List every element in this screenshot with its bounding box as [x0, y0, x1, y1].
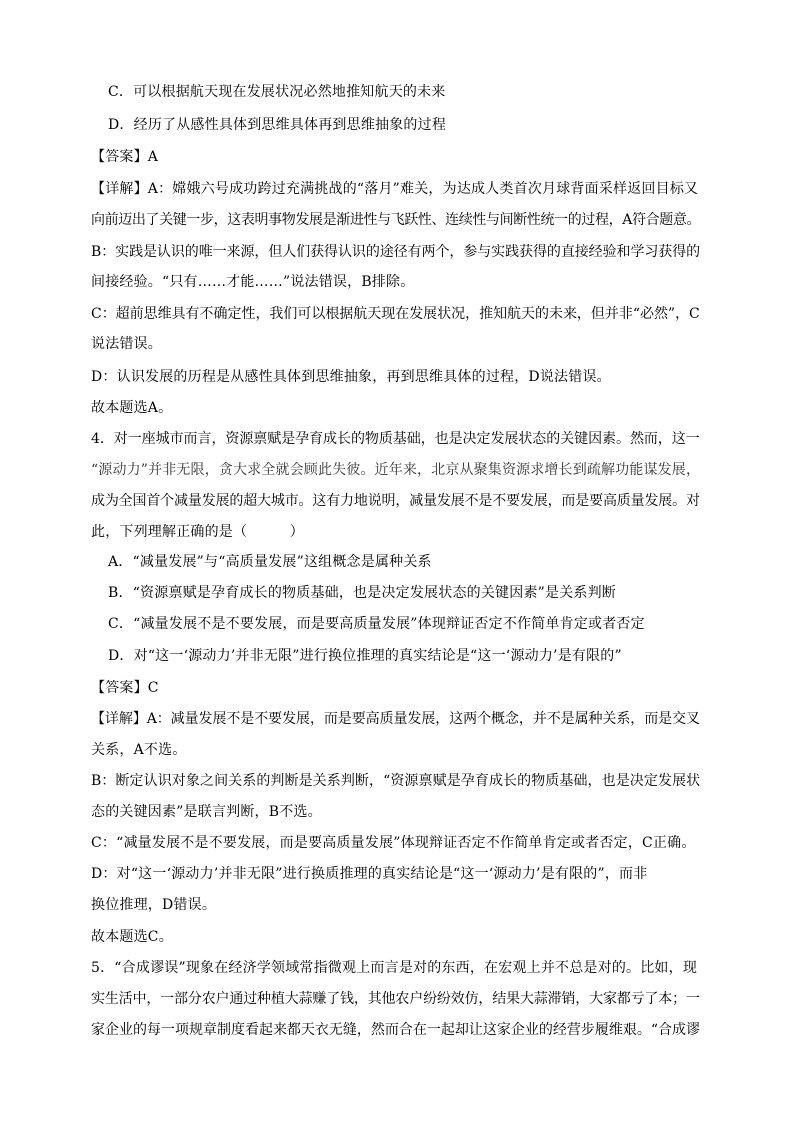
q4-explain-line: 关系，A不选。 [91, 742, 187, 758]
q4-stem-line: 成为全国首个减量发展的超大城市。这有力地说明，减量发展不是不要发展，而是要高质量发展。对 [91, 493, 700, 509]
q3-explain-line: C：超前思维具有不确定性，我们可以根据航天现在发展状况，推知航天的未来，但并非“必然”，C [91, 306, 700, 322]
q4-option-a: A．“减量发展”与“高质量发展”这组概念是属种关系 [108, 554, 432, 570]
q4-option-d: D．对“这一‘源动力’并非无限”进行换位推理的真实结论是“这一‘源动力’是有限的” [108, 648, 622, 664]
q4-explain-line: B：断定认识对象之间关系的判断是关系判断，“资源禀赋是孕育成长的物质基础，也是决定发展状 [91, 773, 701, 789]
q4-answer: 【答案】C [91, 680, 159, 696]
q3-explain-line: 向前迈出了关键一步，这表明事物发展是渐进性与飞跃性、连续性与间断性统一的过程，A符合题意。 [91, 212, 701, 228]
q3-explain-line: D：认识发展的历程是从感性具体到思维抽象，再到思维具体的过程，D说法错误。 [91, 369, 611, 385]
q3-option-c: C．可以根据航天现在发展状况必然地推知航天的未来 [108, 84, 446, 100]
q5-stem-line: 实生活中，一部分农户通过种植大蒜赚了钱，其他农户纷纷效仿，结果大蒜滞销，大家都亏了本；一 [91, 991, 700, 1007]
q4-explain-line: 故本题选C。 [91, 929, 173, 945]
q5-stem-line: 家企业的每一项规章制度看起来都天衣无缝，然而合在一起却让这家企业的经营步履维艰。“合成谬 [91, 1022, 700, 1038]
q3-explain-line: 故本题选A。 [91, 400, 173, 416]
q3-option-d: D．经历了从感性具体到思维具体再到思维抽象的过程 [108, 117, 447, 133]
q4-explain-line: 换位推理，D错误。 [91, 897, 217, 913]
q4-stem-line: 此，下列理解正确的是（ ） [91, 524, 304, 540]
q4-explain-line: 态的关键因素”是联言判断，B不选。 [91, 804, 322, 820]
q4-explain-line: 【详解】A：减量发展不是不要发展，而是要高质量发展，这两个概念，并不是属种关系，而是交叉 [91, 711, 700, 727]
q3-answer: 【答案】A [91, 149, 159, 165]
q3-explain-line: B：实践是认识的唯一来源，但人们获得认识的途径有两个，参与实践获得的直接经验和学习获得的 [91, 244, 701, 260]
q3-explain-line: 间接经验。“只有……才能……”说法错误，B排除。 [91, 274, 415, 290]
q4-stem-line: “源动力”并非无限，贪大求全就会顾此失彼。近年来，北京从聚集资源求增长到疏解功能谋发展， [91, 462, 701, 478]
q4-option-b: B．“资源禀赋是孕育成长的物质基础，也是决定发展状态的关键因素”是关系判断 [108, 585, 617, 601]
q4-explain-line: C：“减量发展不是不要发展，而是要高质量发展”体现辩证否定不作简单肯定或者否定，C正确。 [91, 835, 696, 851]
q5-stem-line: 5．“合成谬误”现象在经济学领域常指微观上而言是对的东西，在宏观上并不总是对的。比如，现 [91, 960, 698, 976]
q4-explain-line: D：对“这一‘源动力’并非无限”进行换质推理的真实结论是“这一‘源动力’是有限的”，而非 [91, 866, 648, 882]
q3-explain-line: 【详解】A：嫦娥六号成功跨过充满挑战的“落月”难关，为达成人类首次月球背面采样返回目标又 [91, 181, 699, 197]
q4-stem-line: 4．对一座城市而言，资源禀赋是孕育成长的物质基础，也是决定发展状态的关键因素。然而，这一 [91, 431, 700, 447]
q3-explain-line: 说法错误。 [91, 336, 162, 352]
q4-option-c: C．“减量发展不是不要发展，而是要高质量发展”体现辩证否定不作简单肯定或者否定 [108, 616, 645, 632]
